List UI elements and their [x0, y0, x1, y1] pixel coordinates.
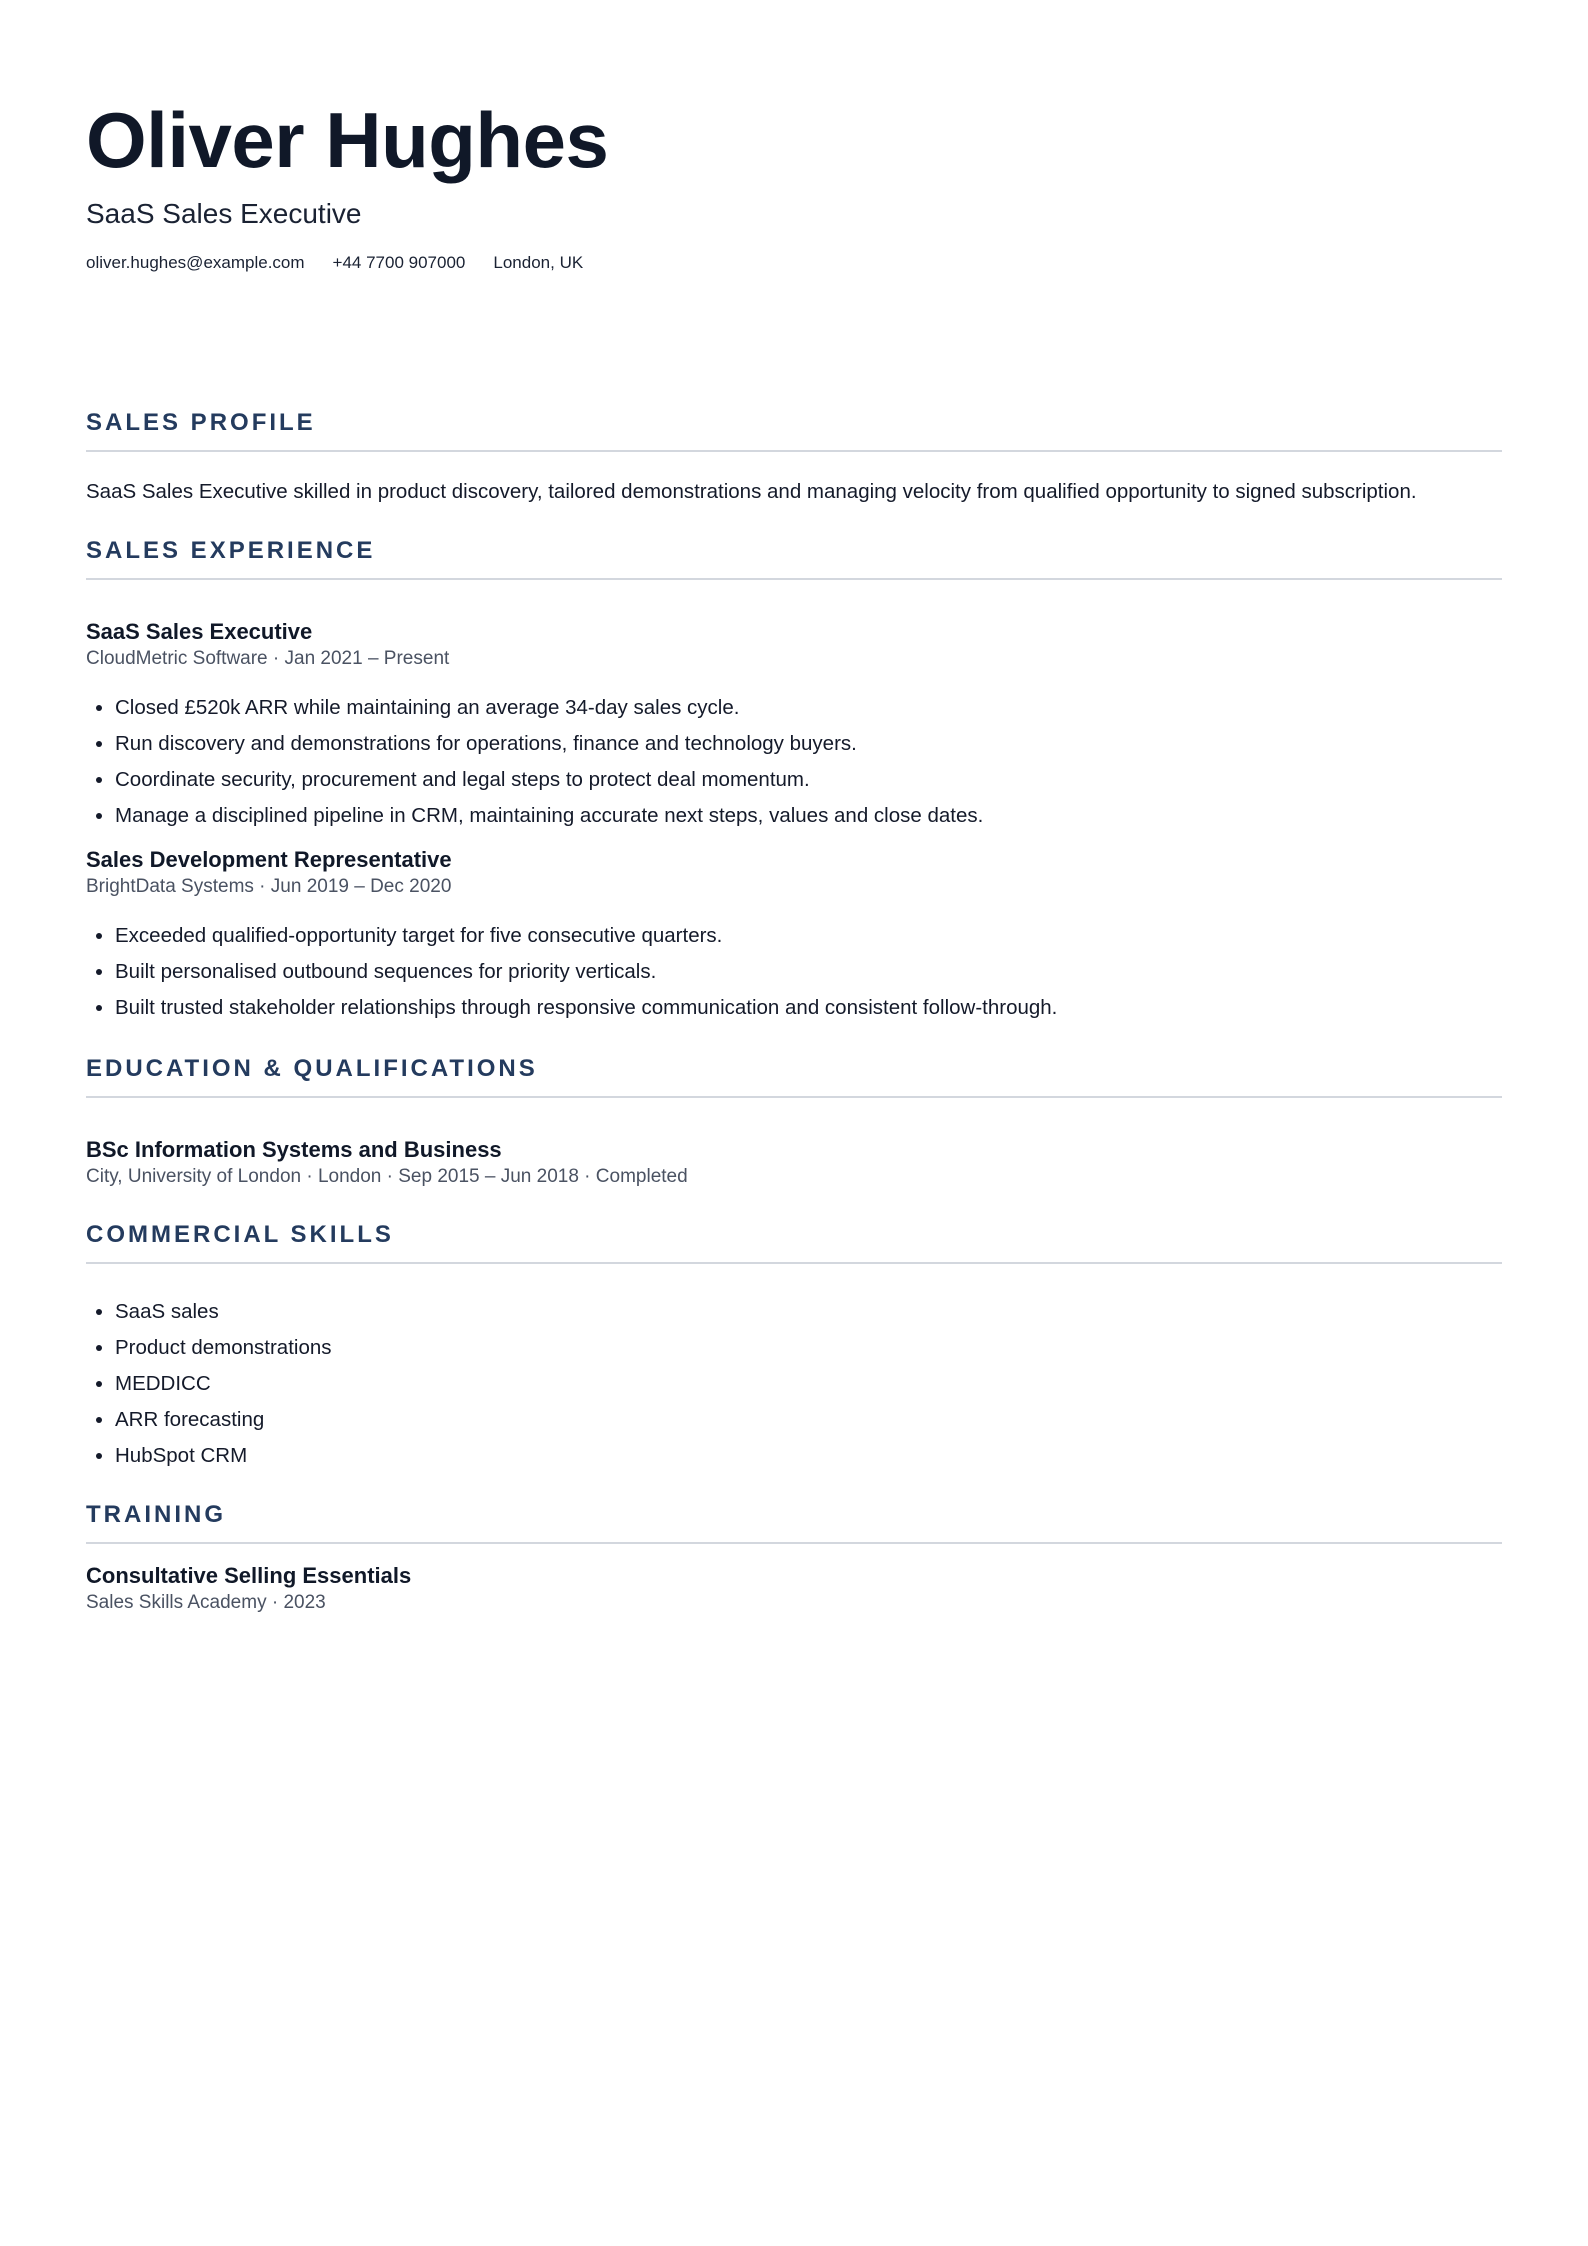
section-divider: [86, 450, 1502, 452]
list-item: • Coordinate security, procurement and legal steps to protect deal momentum.: [115, 762, 1502, 798]
job-bullets: [86, 918, 1502, 1026]
job-bullets: [86, 690, 1502, 834]
list-item: • SaaS sales: [115, 1294, 1502, 1330]
resume-header: [86, 92, 1502, 274]
list-item: • Closed £520k ARR while maintaining an average 34-day sales cycle.: [115, 690, 1502, 726]
section-divider: [86, 1542, 1502, 1544]
contact-line: [86, 252, 1502, 274]
profile-summary: SaaS Sales Executive skilled in product discovery, tailored demonstrations and managing velocity from qualified opportunity to signed subscription.: [86, 480, 1417, 503]
list-item: • Run discovery and demonstrations for operations, finance and technology buyers.: [115, 726, 1502, 762]
list-item: • MEDDICC: [115, 1366, 1502, 1402]
list-item: • Built personalised outbound sequences for priority verticals.: [115, 954, 1502, 990]
job-entry: [86, 846, 1502, 1026]
list-item: • Product demonstrations: [115, 1330, 1502, 1366]
contact-phone: +44 7700 907000: [332, 253, 466, 272]
course-meta: Sales Skills Academy · 2023: [86, 1592, 326, 1613]
section-education: [86, 1054, 1502, 1190]
section-divider: [86, 1262, 1502, 1264]
list-item: • HubSpot CRM: [115, 1438, 1502, 1474]
job-title: Sales Development Representative: [86, 847, 452, 872]
section-title-experience: SALES EXPERIENCE: [86, 537, 376, 564]
degree-meta: City, University of London · London · Sep 2015 – Jun 2018 · Completed: [86, 1166, 688, 1187]
list-item: • Exceeded qualified-opportunity target for five consecutive quarters.: [115, 918, 1502, 954]
list-item: • Manage a disciplined pipeline in CRM, maintaining accurate next steps, values and close dates.: [115, 798, 1502, 834]
degree-title: BSc Information Systems and Business: [86, 1137, 502, 1162]
candidate-name: Oliver Hughes: [86, 96, 609, 184]
job-entry: [86, 618, 1502, 834]
section-divider: [86, 578, 1502, 580]
section-title-skills: COMMERCIAL SKILLS: [86, 1221, 394, 1248]
section-divider: [86, 1096, 1502, 1098]
contact-email: oliver.hughes@example.com: [86, 253, 305, 272]
job-meta: BrightData Systems · Jun 2019 – Dec 2020: [86, 876, 452, 897]
section-title-education: EDUCATION & QUALIFICATIONS: [86, 1055, 538, 1082]
job-title: SaaS Sales Executive: [86, 619, 313, 644]
contact-location: London, UK: [493, 253, 584, 272]
section-sales-experience: [86, 536, 1502, 1026]
course-title: Consultative Selling Essentials: [86, 1563, 412, 1588]
section-commercial-skills: [86, 1220, 1502, 1474]
job-meta: CloudMetric Software · Jan 2021 – Present: [86, 648, 450, 669]
section-sales-profile: [86, 408, 1502, 506]
list-item: • ARR forecasting: [115, 1402, 1502, 1438]
education-entry: [86, 1136, 1502, 1190]
section-training: [86, 1500, 1502, 1616]
skills-list: [86, 1294, 1502, 1474]
list-item: • Built trusted stakeholder relationships through responsive communication and consistent follow-through.: [115, 990, 1502, 1026]
candidate-headline: SaaS Sales Executive: [86, 198, 362, 229]
training-entry: [86, 1562, 1502, 1616]
section-title-training: TRAINING: [86, 1501, 226, 1528]
section-title-profile: SALES PROFILE: [86, 409, 316, 436]
